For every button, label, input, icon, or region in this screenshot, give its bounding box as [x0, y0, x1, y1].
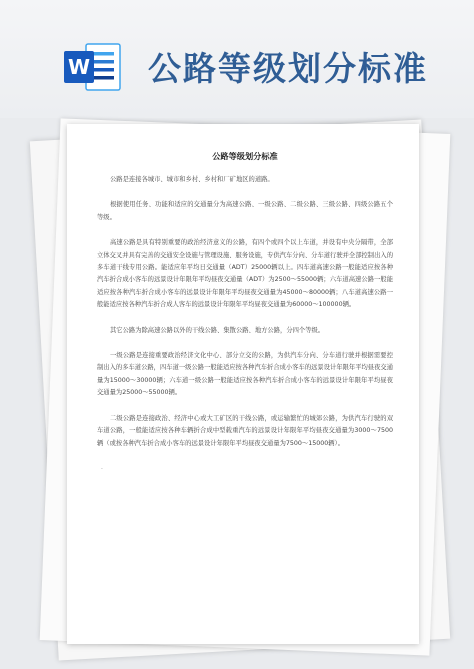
paragraph-class-one: 一级公路是连接重要政治经济文化中心、部分立交的公路，为供汽车分向、分车道行驶并根据需要控制出入的多车道公路，四车道一级公路一般能适应按各种汽车折合成小客车的远景设计年限年平均昼夜交通量为15000～30000辆；六车道一级公路一般能适应按各种汽车折合成小客车的远景设计年限年平均昼夜交通量为25000～55000辆。 [97, 352, 393, 397]
paragraph-other-roads: 其它公路为除高速公路以外的干线公路、集散公路、地方公路，分四个等级。 [110, 326, 325, 334]
banner-title: 公路等级划分标准 [148, 49, 428, 88]
paragraph-class-two: 二级公路是连接政治、经济中心或大工矿区的干线公路，或运输繁忙的城郊公路，为供汽车行驶的双车道公路，一般能适应按各种车辆折合成中型载重汽车的远景设计年限年平均昼夜交通量为3000～7500辆（或按各种汽车折合成小客车的远景设计年限年平均昼夜交通量为7500～15000辆）。 [97, 414, 393, 447]
word-icon-letter: W [67, 55, 91, 79]
banner [0, 0, 474, 118]
word-icon [62, 38, 124, 96]
paragraph-expressway: 高速公路是具有特别重要的政治经济意义的公路，有四个或四个以上车道，并设有中央分隔带，全部立体交叉并具有完善的交通安全设施与管理设施、服务设施，专供汽车分向、分车道行驶并全部控制出入的多车道干线专用公路。能适应年平均日交通量（ADT）25000辆以上。四车道高速公路一般能适应按各种汽车折合成小客车的远景设计年限年平均昼夜交通量（ADT）为2500～55000辆；六车道高速公路一般能适应按各种汽车折合成小客车的远景设计年限年平均昼夜交通量为45000～80000辆；八车道高速公路一般能适应按各种汽车折合成人客车的远景设计年限年平均昼夜交通量为60000～100000辆。 [97, 239, 393, 309]
document-title: 公路等级划分标准 [212, 151, 278, 161]
document-page [67, 124, 419, 644]
paragraph-intro: 公路是连接各城市、城市和乡村、乡村和厂矿地区的道路。 [110, 176, 274, 183]
trailing-mark: . [101, 463, 103, 471]
paragraph-classification: 根据使用任务、功能和适应的交通量分为高速公路、一级公路、二级公路、三级公路、四级公路五个等级。 [97, 201, 393, 221]
